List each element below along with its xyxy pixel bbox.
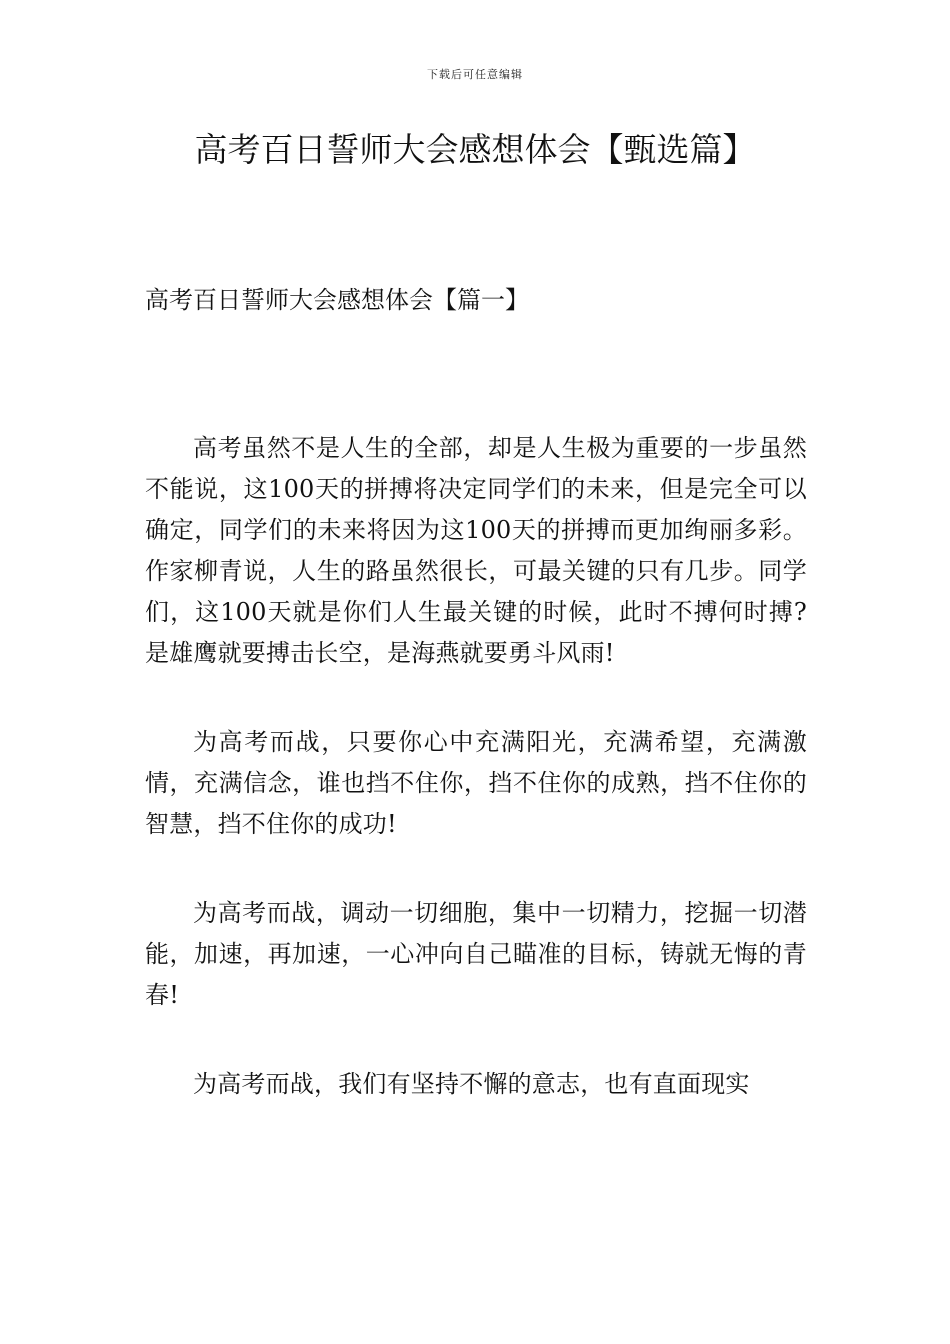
paragraph: 为高考而战，我们有坚持不懈的意志，也有直面现实 bbox=[193, 1070, 750, 1098]
paragraph: 为高考而战，只要你心中充满阳光，充满希望，充满激情，充满信念，谁也挡不住你，挡不住你的成熟，挡不住你的智慧，挡不住你的成功! bbox=[145, 728, 807, 838]
paragraph: 为高考而战，调动一切细胞，集中一切精力，挖掘一切潜能，加速，再加速，一心冲向自己瞄准的目标，铸就无悔的青春! bbox=[145, 899, 807, 1009]
section-title: 高考百日誓师大会感想体会【篇一】 bbox=[145, 286, 529, 314]
page-header-note: 下载后可任意编辑 bbox=[427, 68, 523, 81]
document-body bbox=[145, 428, 807, 1153]
paragraph: 高考虽然不是人生的全部，却是人生极为重要的一步虽然不能说，这100天的拼搏将决定同学们的未来，但是完全可以确定，同学们的未来将因为这100天的拼搏而更加绚丽多彩。作家柳青说，人生的路虽然很长，可最关键的只有几步。同学们，这100天就是你们人生最关键的时候，此时不搏何时搏?是雄鹰就要搏击长空，是海燕就要勇斗风雨! bbox=[145, 434, 807, 667]
document-title: 高考百日誓师大会感想体会【甄选篇】 bbox=[194, 130, 756, 169]
